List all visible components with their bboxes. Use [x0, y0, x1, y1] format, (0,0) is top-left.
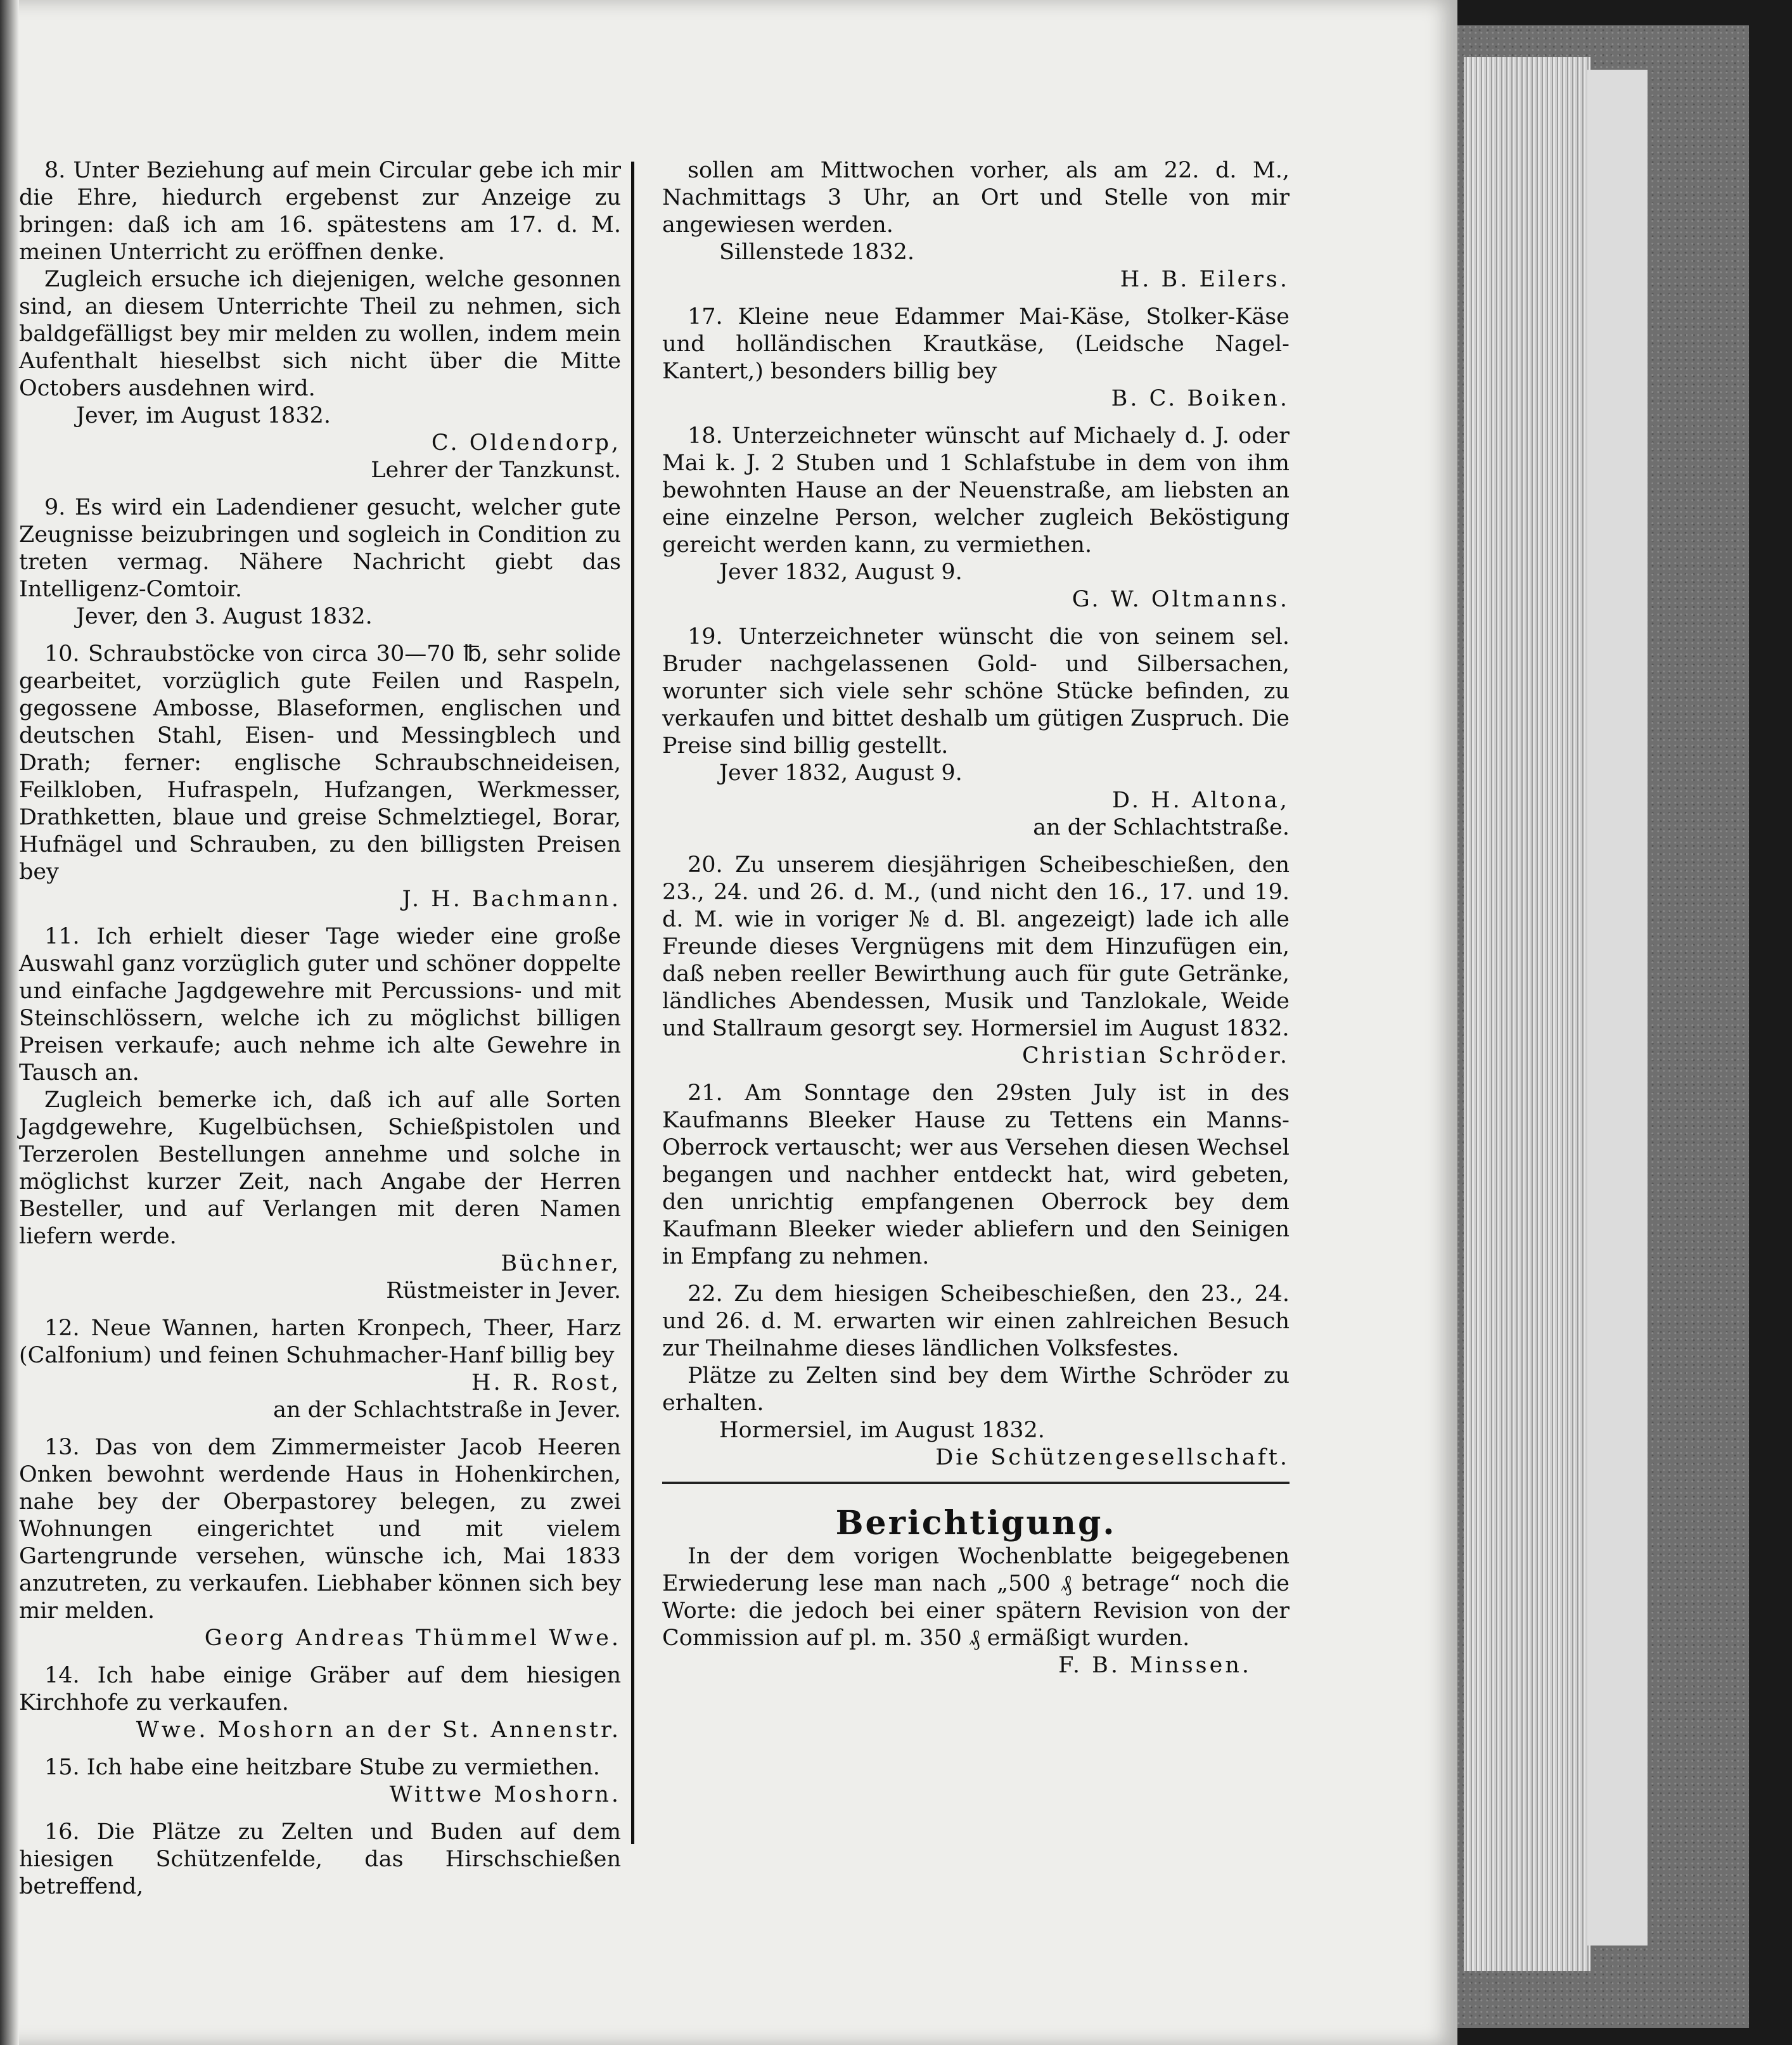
correction-signature: F. B. Minssen. — [1058, 1653, 1251, 1678]
correction-separator — [662, 1482, 1290, 1484]
ad-signature: J. H. Bachmann. — [402, 887, 621, 912]
correction-title: Berichtigung. — [835, 1504, 1117, 1542]
ad-paragraph: sollen am Mittwochen vorher, als am 22. d. M., Nachmittags 3 Uhr, an Ort und Stelle von mir angewiesen werden. — [662, 158, 1290, 238]
advertisement-ad16 — [19, 1819, 621, 1901]
ad-paragraph: Zugleich bemerke ich, daß ich auf alle Sorten Jagdgewehre, Kugelbüchsen, Schießpistolen und Terzerolen Bestellungen annehme und solche in möglichst kurzer Zeit, nach Angabe der Herren Besteller, und auf Verlangen mit deren Namen liefern werde. — [19, 1087, 621, 1249]
right-ads — [662, 157, 1290, 1471]
ad-signature: C. Oldendorp, — [431, 430, 621, 456]
advertisement-ad14 — [19, 1662, 621, 1744]
advertisement-ad15 — [19, 1754, 621, 1809]
ad-paragraph: 13. Das von dem Zimmermeister Jacob Heeren Onken bewohnt werdende Haus in Hohenkirchen, nahe bey der Oberpastorey belegen, zu zwei Wohnungen eingerichtet und mit vielem Gartengrunde versehen, wünsche ich, Mai 1833 anzutreten, zu verkaufen. Liebhaber können sich bey mir melden. — [19, 1435, 621, 1624]
gutter-shadow — [0, 0, 19, 2045]
advertisement-ad11 — [19, 923, 621, 1305]
advertisement-ad20 — [662, 852, 1290, 1070]
advertisement-ad16b — [662, 157, 1290, 293]
advertisement-ad8 — [19, 157, 621, 484]
ad-paragraph: 11. Ich erhielt dieser Tage wieder eine große Auswahl ganz vorzüglich guter und schöner doppelte und einfache Jagdgewehre mit Percussions- und mit Steinschlössern, welche ich zu möglichst billigen Preisen verkaufe; auch nehme ich alte Gewehre in Tausch an. — [19, 924, 621, 1086]
correction-text: In der dem vorigen Wochenblatte beigegebenen Erwiederung lese man nach „500 ₰ betrage“ noch die Worte: die jedoch bei einer spätern Revision von der Commission auf pl. m. 350 ₰ ermäßigt wurden. — [662, 1544, 1290, 1651]
ad-paragraph: 20. Zu unserem diesjährigen Scheibeschießen, den 23., 24. und 26. d. M., (und nicht den 16., 17. und 19. d. M. wie in voriger № d. Bl. angezeigt) lade ich alle Freunde dieses Vergnügens mit dem Hinzufügen ein, daß neben reeller Bewirthung auch für gute Getränke, ländliches Abendessen, Musik und Tanzlokale, Weide und Stallraum gesorgt sey. Hormersiel im August 1832. — [662, 852, 1290, 1041]
advertisement-ad17 — [662, 304, 1290, 413]
ad-signature: Wwe. Moshorn an der St. Annenstr. — [136, 1717, 621, 1743]
ad-signature-title: Lehrer der Tanzkunst. — [371, 458, 621, 483]
ad-signature-title: an der Schlachtstraße. — [1033, 815, 1290, 840]
advertisement-ad21 — [662, 1080, 1290, 1271]
ad-signature: Die Schützengesellschaft. — [935, 1445, 1290, 1470]
ad-paragraph: 12. Neue Wannen, harten Kronpech, Theer, Harz (Calfonium) und feinen Schuhmacher-Hanf billig bey — [19, 1316, 621, 1368]
ad-paragraph: 14. Ich habe einige Gräber auf dem hiesigen Kirchhofe zu verkaufen. — [19, 1663, 621, 1715]
ad-paragraph: Plätze zu Zelten sind bey dem Wirthe Schröder zu erhalten. — [662, 1363, 1290, 1416]
advertisement-ad12 — [19, 1315, 621, 1424]
left-column — [19, 157, 621, 1911]
ad-paragraph: 8. Unter Beziehung auf mein Circular gebe ich mir die Ehre, hiedurch ergebenst zur Anzeige zu bringen: daß ich am 16. spätestens am 17. d. M. meinen Unterricht zu eröffnen denke. — [19, 158, 621, 265]
ad-signature-title: Rüstmeister in Jever. — [386, 1278, 621, 1304]
advertisement-ad9 — [19, 494, 621, 631]
ad-signature: B. C. Boiken. — [1111, 386, 1290, 411]
ad-place-date: Hormersiel, im August 1832. — [719, 1418, 1045, 1443]
advertisement-ad19 — [662, 624, 1290, 842]
ad-paragraph: 19. Unterzeichneter wünscht die von seinem sel. Bruder nachgelassenen Gold- und Silbersachen, worunter sich viele sehr schöne Stücke befinden, zu verkaufen und bittet deshalb um gütigen Zuspruch. Die Preise sind billig gestellt. — [662, 624, 1290, 759]
ad-paragraph: 15. Ich habe eine heitzbare Stube zu vermiethen. — [44, 1755, 600, 1780]
ad-paragraph: 10. Schraubstöcke von circa 30—70 ℔, sehr solide gearbeitet, vorzüglich gute Feilen und Raspeln, gegossene Ambosse, Blaseformen, englischen und deutschen Stahl, Eisen- und Messingblech und Drath; ferner: englische Schraubschneideisen, Feilkloben, Hufraspeln, Hufzangen, Werkmesser, Drathketten, blaue und greise Schmelztiegel, Borar, Hufnägel und Schrauben, zu den billigsten Preisen bey — [19, 641, 621, 885]
ad-signature: D. H. Altona, — [1112, 788, 1290, 813]
advertisement-ad13 — [19, 1434, 621, 1652]
ad-signature: H. R. Rost, — [471, 1370, 621, 1395]
endpaper — [1587, 70, 1648, 1946]
column-rule — [631, 162, 634, 1844]
ad-place-date: Jever 1832, August 9. — [719, 760, 963, 786]
page-edges — [1464, 57, 1590, 1971]
ad-signature: G. W. Oltmanns. — [1072, 587, 1290, 612]
ad-paragraph: 16. Die Plätze zu Zelten und Buden auf dem hiesigen Schützenfelde, das Hirschschießen betreffend, — [19, 1819, 621, 1899]
ad-signature: Büchner, — [501, 1251, 621, 1276]
ad-paragraph: 21. Am Sonntage den 29sten July ist in des Kaufmanns Bleeker Hause zu Tettens ein Manns-Oberrock vertauscht; wer aus Versehen diesen Wechsel begangen und nachher entdeckt hat, wird gebeten, den unrichtig empfangenen Oberrock bey dem Kaufmann Bleeker wieder abliefern und den Seinigen in Empfang zu nehmen. — [662, 1080, 1290, 1269]
ad-signature-title: an der Schlachtstraße in Jever. — [273, 1397, 621, 1423]
ad-signature: Georg Andreas Thümmel Wwe. — [204, 1625, 621, 1651]
ad-paragraph: 17. Kleine neue Edammer Mai-Käse, Stolker-Käse und holländischen Krautkäse, (Leidsche Nagel-Kantert,) besonders billig bey — [662, 304, 1290, 384]
ad-place-date: Jever, im August 1832. — [76, 403, 331, 428]
advertisement-ad18 — [662, 423, 1290, 613]
ad-paragraph: Zugleich ersuche ich diejenigen, welche gesonnen sind, an diesem Unterrichte Theil zu nehmen, sich baldgefälligst bey mir melden zu wollen, indem mein Aufenthalt hieselbst sich nicht über die Mitte Octobers ausdehnen wird. — [19, 267, 621, 401]
ad-signature: H. B. Eilers. — [1120, 267, 1290, 292]
ad-signature: Wittwe Moshorn. — [389, 1782, 621, 1807]
correction-section — [662, 1504, 1290, 1679]
ad-place-date: Jever 1832, August 9. — [719, 560, 963, 585]
advertisement-ad22 — [662, 1281, 1290, 1471]
ad-place-date: Sillenstede 1832. — [719, 240, 914, 265]
ad-place-date: Jever, den 3. August 1832. — [76, 604, 373, 629]
ad-signature: Christian Schröder. — [1021, 1043, 1290, 1068]
ad-paragraph: 22. Zu dem hiesigen Scheibeschießen, den 23., 24. und 26. d. M. erwarten wir einen zahlreichen Besuch zur Theilnahme dieses ländlichen Volksfestes. — [662, 1281, 1290, 1361]
advertisement-ad10 — [19, 641, 621, 913]
ad-paragraph: 9. Es wird ein Ladendiener gesucht, welcher gute Zeugnisse beizubringen und sogleich in Condition zu treten vermag. Nähere Nachricht giebt das Intelligenz-Comtoir. — [19, 495, 621, 602]
right-column — [662, 157, 1290, 1679]
ad-paragraph: 18. Unterzeichneter wünscht auf Michaely d. J. oder Mai k. J. 2 Stuben und 1 Schlafstube in dem von ihm bewohnten Hause an der Neuenstraße, am liebsten an eine einzelne Person, welcher zugleich Beköstigung gereicht werden kann, zu vermiethen. — [662, 423, 1290, 558]
